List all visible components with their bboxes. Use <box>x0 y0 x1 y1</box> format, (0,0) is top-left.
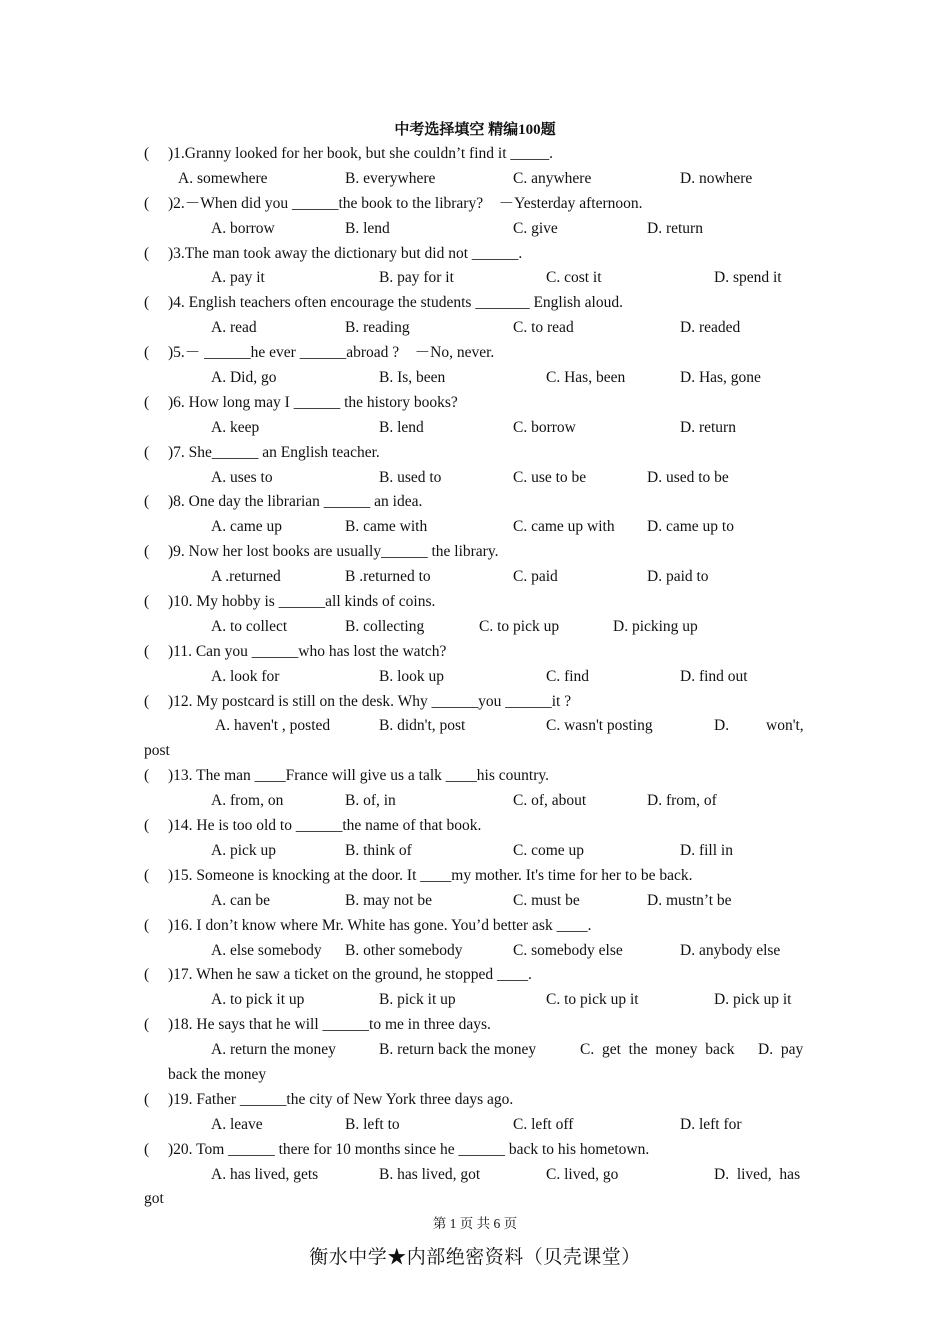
question-stem: )5.－ ______he ever ______abroad ? －No, never. <box>168 344 495 362</box>
footer-brand: 衡水中学★内部绝密资料（贝壳课堂） <box>309 1247 641 1268</box>
option-b: B. return back the money <box>379 1041 537 1059</box>
options-3 <box>144 266 806 291</box>
question-1: ( )1.Granny looked for her book, but she couldn’t find it _____. <box>144 145 553 162</box>
option-c: C. Has, been <box>546 369 626 387</box>
option-a: A. pay it <box>211 269 265 287</box>
question-10: ( )10. My hobby is ______all kinds of coins. <box>144 593 436 611</box>
options-16 <box>144 939 806 964</box>
option-d: D. return <box>647 219 703 237</box>
option-b: B. didn't, post <box>379 717 466 735</box>
option-b: B. of, in <box>345 792 396 810</box>
question-stem: )20. Tom ______ there for 10 months since he ______ back to his hometown. <box>168 1140 650 1158</box>
option-a: A. keep <box>211 418 260 436</box>
option-c: C. to pick up <box>479 617 560 635</box>
option-c: C. somebody else <box>513 941 623 959</box>
option-d: D. pay <box>758 1041 804 1059</box>
question-stem: )13. The man ____France will give us a talk ____his country. <box>168 767 549 785</box>
question-stem: )18. He says that he will ______to me in three days. <box>168 1016 491 1034</box>
question-5: ( )5.－ ______he ever ______abroad ? －No, never. <box>144 344 495 362</box>
option-a: A. return the money <box>211 1041 336 1059</box>
option-b: B. may not be <box>345 891 432 909</box>
option-a: A. look for <box>211 667 280 685</box>
options-2 <box>144 217 806 242</box>
option-b: B. pick it up <box>379 991 456 1009</box>
option-a: A. has lived, gets <box>211 1165 319 1183</box>
question-stem: )14. He is too old to ______the name of that book. <box>168 817 482 835</box>
question-7: ( )7. She______ an English teacher. <box>144 443 380 461</box>
option-c: C. cost it <box>546 269 602 287</box>
option-d: D. used to be <box>647 468 729 486</box>
question-stem: )17. When he saw a ticket on the ground, he stopped ____. <box>168 966 532 984</box>
option-a: A. can be <box>211 891 270 909</box>
option-c: C. wasn't posting <box>546 717 653 735</box>
options-10 <box>144 615 806 640</box>
option-b: B. other somebody <box>345 941 463 959</box>
option-d: D. <box>714 717 730 735</box>
page-number: 第 1 页 共 6 页 <box>432 1216 518 1231</box>
option-c: C. to read <box>513 319 574 337</box>
options-19 <box>144 1113 806 1138</box>
option-b: B. collecting <box>345 617 425 635</box>
question-20: ( )20. Tom ______ there for 10 months since he ______ back to his hometown. <box>144 1140 650 1158</box>
option-a: A. to collect <box>211 617 288 635</box>
option-c: C. give <box>513 219 558 237</box>
option-a: A. else somebody <box>211 941 322 959</box>
question-stem: )2.－When did you ______the book to the library? －Yesterday afternoon. <box>168 194 643 212</box>
option-d: D. pick up it <box>714 991 792 1009</box>
question-2: ( )2.－When did you ______the book to the library? －Yesterday afternoon. <box>144 194 643 212</box>
option-a: A. Did, go <box>211 369 277 387</box>
option-d: D. spend it <box>714 269 782 287</box>
question-stem: )9. Now her lost books are usually______ the library. <box>168 543 499 561</box>
option-wrap-12: post <box>144 742 170 760</box>
option-a: A. to pick it up <box>211 991 305 1009</box>
option-a: A. borrow <box>211 219 275 237</box>
question-9: ( )9. Now her lost books are usually______ the library. <box>144 543 499 561</box>
option-d: D. readed <box>680 319 741 337</box>
question-3: ( )3.The man took away the dictionary but did not ______. <box>144 244 523 262</box>
question-11: ( )11. Can you ______who has lost the watch? <box>144 642 447 660</box>
question-stem: )15. Someone is knocking at the door. It ____my mother. It's time for her to be back. <box>168 866 693 884</box>
options-17 <box>144 988 806 1013</box>
option-b: B. look up <box>379 667 445 685</box>
options-8 <box>144 515 806 540</box>
option-a: A. came up <box>211 518 283 536</box>
question-stem: )3.The man took away the dictionary but did not ______. <box>168 244 523 262</box>
question-14: ( )14. He is too old to ______the name of that book. <box>144 817 482 835</box>
question-6: ( )6. How long may I ______ the history books? <box>144 393 458 411</box>
option-b: B. came with <box>345 518 428 536</box>
option-a: A .returned <box>211 568 281 586</box>
options-14 <box>144 839 806 864</box>
question-4: ( )4. English teachers often encourage the students _______ English aloud. <box>144 294 623 312</box>
option-c: C. come up <box>513 841 585 859</box>
options-15 <box>144 889 806 914</box>
option-d: D. picking up <box>613 617 698 635</box>
option-c: C. to pick up it <box>546 991 639 1009</box>
question-16: ( )16. I don’t know where Mr. White has gone. You’d better ask ____. <box>144 916 592 934</box>
option-d: D. mustn’t be <box>647 891 732 909</box>
option-d: D. nowhere <box>680 169 753 187</box>
question-stem: )19. Father ______the city of New York three days ago. <box>168 1090 514 1108</box>
option-c: C. get the money back <box>580 1041 735 1059</box>
options-5 <box>144 366 806 391</box>
question-stem: )10. My hobby is ______all kinds of coins. <box>168 593 436 611</box>
option-c: C. find <box>546 667 590 685</box>
question-18: ( )18. He says that he will ______to me in three days. <box>144 1016 491 1034</box>
option-b: B. think of <box>345 841 412 859</box>
question-8: ( )8. One day the librarian ______ an idea. <box>144 493 423 511</box>
option-d: D. lived, has <box>714 1165 801 1183</box>
option-d: D. paid to <box>647 568 709 586</box>
option-c: C. left off <box>513 1115 574 1133</box>
option-c: C. of, about <box>513 792 587 810</box>
question-stem: )7. She______ an English teacher. <box>168 443 380 461</box>
question-stem: )1.Granny looked for her book, but she couldn’t find it _____. <box>168 145 553 162</box>
question-13: ( )13. The man ____France will give us a talk ____his country. <box>144 767 549 785</box>
option-a: A. leave <box>211 1115 263 1133</box>
option-wrap-18: back the money <box>168 1065 267 1083</box>
option-c: C. came up with <box>513 518 615 536</box>
option-b: B. left to <box>345 1115 400 1133</box>
question-stem: )6. How long may I ______ the history books? <box>168 393 458 411</box>
option-a: A. from, on <box>211 792 284 810</box>
options-6 <box>144 416 806 441</box>
option-d: D. from, of <box>647 792 717 810</box>
question-stem: )8. One day the librarian ______ an idea. <box>168 493 423 511</box>
option-d: D. left for <box>680 1115 742 1133</box>
option-wrap-20: got <box>144 1190 164 1208</box>
question-stem: )12. My postcard is still on the desk. Why ______you ______it ? <box>168 692 572 710</box>
options-1 <box>144 167 806 192</box>
document-title: 中考选择填空 精编100题 <box>394 122 556 138</box>
question-stem: )11. Can you ______who has lost the watch? <box>168 642 447 660</box>
option-d: D. anybody else <box>680 941 781 959</box>
option-c: C. anywhere <box>513 169 592 187</box>
question-19: ( )19. Father ______the city of New York three days ago. <box>144 1090 514 1108</box>
option-c: C. use to be <box>513 468 587 486</box>
options-11 <box>144 665 806 690</box>
option-d-text: won't, <box>766 717 804 735</box>
options-7 <box>144 466 806 491</box>
option-d: D. find out <box>680 667 748 685</box>
option-c: C. lived, go <box>546 1165 619 1183</box>
option-c: C. must be <box>513 891 580 909</box>
options-9 <box>144 565 806 590</box>
option-b: B. Is, been <box>379 369 446 387</box>
question-17: ( )17. When he saw a ticket on the ground, he stopped ____. <box>144 966 532 984</box>
option-b: B. used to <box>379 468 442 486</box>
options-4 <box>144 316 806 341</box>
option-a: A. somewhere <box>178 169 268 187</box>
option-b: B. lend <box>345 219 390 237</box>
option-b: B. pay for it <box>379 269 454 287</box>
option-b: B. lend <box>379 418 424 436</box>
option-d: D. return <box>680 418 736 436</box>
option-d: D. fill in <box>680 841 733 859</box>
question-15: ( )15. Someone is knocking at the door. It ____my mother. It's time for her to be back. <box>144 866 693 884</box>
option-a: A. pick up <box>211 841 277 859</box>
options-18 <box>144 1038 806 1063</box>
options-13 <box>144 789 806 814</box>
question-12: ( )12. My postcard is still on the desk. Why ______you ______it ? <box>144 692 572 710</box>
option-c: C. borrow <box>513 418 576 436</box>
option-d: D. came up to <box>647 518 734 536</box>
option-a: A. read <box>211 319 257 337</box>
option-b: B .returned to <box>345 568 431 586</box>
question-list <box>144 142 806 1212</box>
question-stem: )4. English teachers often encourage the students _______ English aloud. <box>168 294 623 312</box>
option-b: B. everywhere <box>345 169 436 187</box>
option-c: C. paid <box>513 568 558 586</box>
options-20 <box>144 1163 806 1188</box>
option-b: B. has lived, got <box>379 1165 481 1183</box>
question-stem: )16. I don’t know where Mr. White has gone. You’d better ask ____. <box>168 916 592 934</box>
option-a: A. uses to <box>211 468 273 486</box>
option-b: B. reading <box>345 319 410 337</box>
option-a: A. haven't , posted <box>215 717 331 735</box>
option-d: D. Has, gone <box>680 369 761 387</box>
options-12 <box>144 714 806 739</box>
